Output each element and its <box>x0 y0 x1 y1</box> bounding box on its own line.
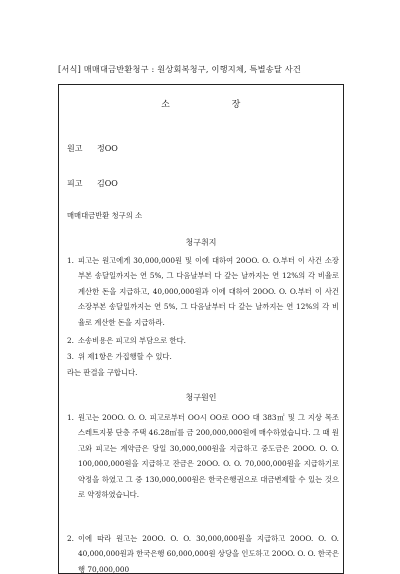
item-text: 소송비용은 피고의 부담으로 한다. <box>78 336 186 345</box>
claim-purpose-item <box>67 349 339 364</box>
claim-cause-item <box>67 531 339 574</box>
defendant-row <box>67 178 118 189</box>
complaint-document <box>58 84 344 574</box>
item-number: 3. <box>67 352 74 361</box>
claim-purpose-closing: 라는 판결을 구합니다. <box>67 368 138 377</box>
plaintiff-name: 정OO <box>97 144 118 153</box>
claim-purpose-item <box>67 253 339 330</box>
item-number: 2. <box>67 336 74 345</box>
item-text: 이에 따라 원고는 20OO. O. O. 30,000,000원을 지급하고 20OO. O. O. 40,000,000원과 한국은행 60,000,000원 상당을 인도하고 20OO. O. O. 한국은행 70,000,000 <box>78 534 339 574</box>
item-number: 2. <box>67 534 74 543</box>
plaintiff-label: 원고 <box>67 144 83 153</box>
item-number: 1. <box>67 256 74 265</box>
case-name: 매매대금반환 청구의 소 <box>67 211 143 220</box>
document-title: 소 장 <box>161 100 241 110</box>
claim-cause-item <box>67 410 339 502</box>
claim-purpose-item <box>67 333 339 348</box>
plaintiff-row <box>67 143 118 154</box>
item-text: 피고는 원고에게 30,000,000원 및 이에 대하여 20OO. O. O.부터 이 사건 소장부본 송달일까지는 연 5%, 그 다음날부터 다 갚는 날까지는 연 12%의 각 비율로 계산한 돈을 지급하고, 40,000,000원과 이에 대하여 20OO. O. O.부터 이 사건 소장부본 송달일까지는 연 5%, 그 다음날부터 다 갚는 날까지는 연 12%의 각 비율로 계산한 돈을 지급하라. <box>78 256 339 327</box>
item-text: 위 제1항은 가집행할 수 있다. <box>78 352 172 361</box>
form-caption: [서식] 매매대금반환청구 : 원상회복청구, 이행지체, 특별송달 사건 <box>58 64 302 74</box>
claim-cause-heading: 청구원인 <box>185 393 217 402</box>
claim-purpose-heading: 청구취지 <box>185 238 217 247</box>
item-text: 원고는 20OO. O. O. 피고로부터 OO시 OO로 OOO 대 383㎡ 및 그 지상 목조 스레트지붕 단층 주택 46.28㎡를 금 200,000,000원에 매수하였습니다. 그 때 원고와 피고는 계약금은 당일 30,000,000원을 지급하고 중도금은 20OO. O. O. 100,000,000원을 지급하고 잔금은 20OO. O. O. 70,000,000원을 지급하기로 약정을 하였고 그 중 130,000,000원은 한국은행권으로 대금변제할 수 있는 것으로 약정하였습니다. <box>78 413 339 500</box>
defendant-name: 김OO <box>97 179 118 188</box>
defendant-label: 피고 <box>67 179 83 188</box>
item-number: 1. <box>67 413 74 422</box>
